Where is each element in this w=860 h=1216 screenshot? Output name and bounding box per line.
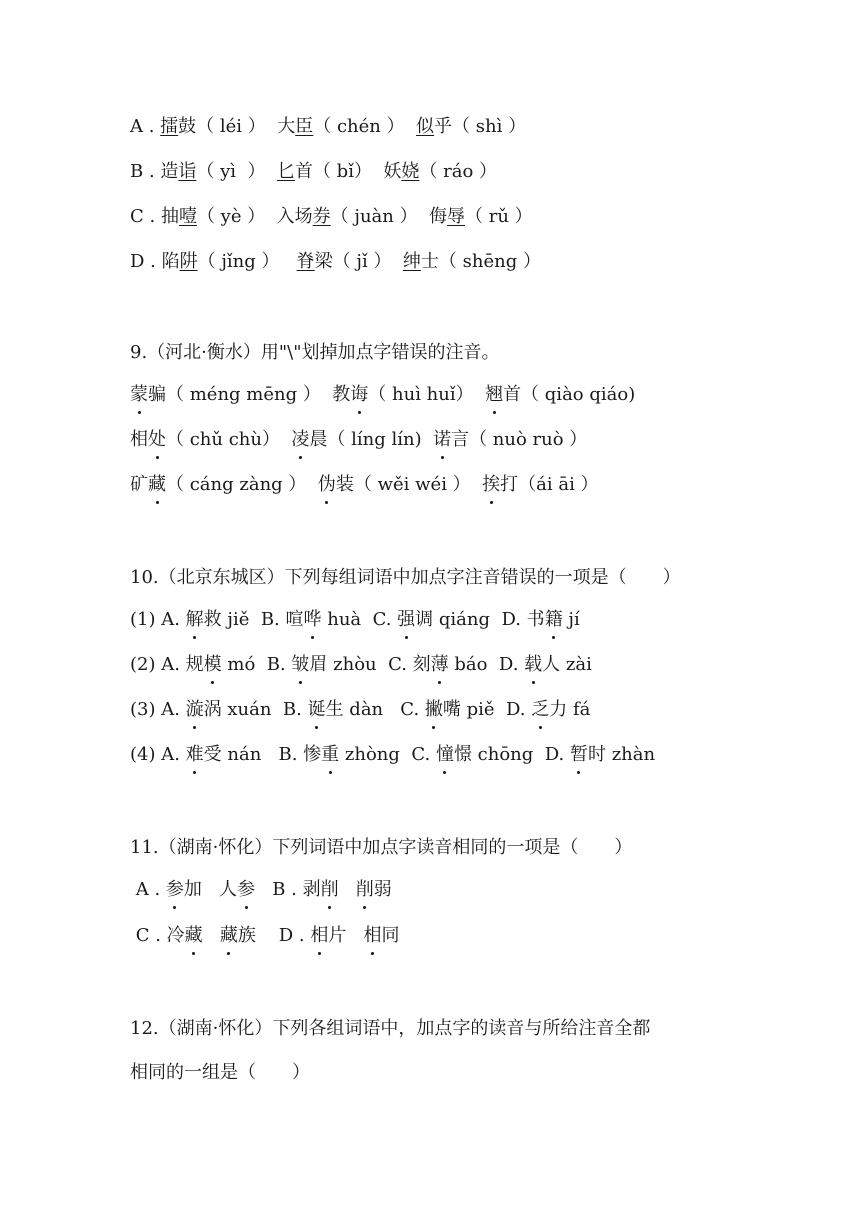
underlined-char: 擂: [160, 116, 179, 137]
text-segment: 救 jiě B. 喧: [203, 609, 304, 630]
text-segment: 同: [381, 925, 400, 946]
option-group: [130, 743, 655, 769]
dotted-char: 相: [310, 925, 329, 946]
underlined-char: 券: [312, 206, 331, 227]
dotted-char: 凌: [291, 429, 310, 450]
option-group: [130, 653, 592, 679]
option-a: [130, 115, 526, 141]
dotted-char: 参: [165, 879, 184, 900]
text-segment: 弱: [373, 879, 392, 900]
dotted-char: 藏: [148, 474, 166, 495]
underlined-char: 脊: [296, 251, 315, 272]
text-segment: zhòng C.: [339, 744, 436, 765]
text-segment: (2) A. 规: [130, 654, 204, 675]
text-segment: [339, 879, 356, 900]
underlined-char: 噎: [178, 206, 197, 227]
dotted-char: 薄: [430, 654, 449, 675]
text-segment: 乎（ shì ）: [434, 116, 527, 137]
text-segment: （ jǐng ）: [197, 251, 297, 272]
dotted-char: 蒙: [130, 384, 148, 405]
dotted-char: 解: [185, 609, 204, 630]
text-segment: （ juàn ） 侮: [330, 206, 448, 227]
text-segment: （ rǔ ）: [465, 206, 533, 227]
dotted-char: 载: [524, 654, 543, 675]
dotted-char: 哗: [303, 609, 322, 630]
underlined-char: 臣: [295, 116, 314, 137]
dotted-char: 翘: [485, 384, 504, 405]
dotted-char: 相: [363, 925, 382, 946]
option-row: [130, 878, 392, 904]
text-segment: 族 D .: [237, 925, 311, 946]
underlined-char: 诣: [178, 161, 197, 182]
dotted-char: 憧: [435, 744, 454, 765]
text-segment: 鼓（ léi ） 大: [178, 116, 296, 137]
text-segment: 首（ bǐ） 妖: [294, 161, 402, 182]
dotted-char: 藏: [184, 925, 203, 946]
text-segment: 片: [328, 925, 364, 946]
option-c: [130, 205, 533, 231]
text-segment: （ chǔ chù）: [166, 429, 292, 450]
question-stem: 11.（湖南·怀化）下列词语中加点字读音相同的一项是（ ）: [130, 837, 633, 858]
text-segment: 时 zhàn: [587, 744, 656, 765]
text-segment: B . 造: [130, 161, 179, 182]
text-segment: 骗（ méng mēng ） 教: [148, 384, 351, 405]
text-segment: A .: [130, 879, 166, 900]
text-segment: [203, 925, 220, 946]
text-segment: 力 fá: [549, 699, 591, 720]
dotted-char: 难: [185, 744, 204, 765]
underlined-char: 娆: [401, 161, 420, 182]
dotted-char: 强: [397, 609, 416, 630]
text-segment: （ huì huǐ）: [368, 384, 486, 405]
dotted-char: 籍: [544, 609, 563, 630]
dotted-char: 诺: [433, 429, 452, 450]
text-segment: 加 人: [183, 879, 238, 900]
text-segment: mó B.: [221, 654, 292, 675]
text-segment: 嘴 piě D.: [442, 699, 532, 720]
text-segment: 眉 zhòu C. 刻: [309, 654, 431, 675]
question-stem: 12.（湖南·怀化）下列各组词语中，加点字的读音与所给注音全都: [130, 1018, 651, 1039]
dotted-char: 暂: [569, 744, 588, 765]
text-segment: （ ráo ）: [419, 161, 498, 182]
text-segment: 打（ái āi ）: [500, 474, 599, 495]
underlined-char: 辱: [447, 206, 466, 227]
question-stem: 10.（北京东城区）下列每组词语中加点字注音错误的一项是（ ）: [130, 567, 681, 588]
dotted-char: 伪: [317, 474, 336, 495]
text-segment: 首（ qiào qiáo): [503, 384, 636, 405]
text-segment: A .: [130, 116, 161, 137]
text-segment: 言（ nuò ruò ）: [451, 429, 588, 450]
text-segment: 梁（ jǐ ）: [314, 251, 403, 272]
answer-line: [130, 473, 599, 499]
dotted-char: 诲: [350, 384, 369, 405]
dotted-char: 削: [320, 879, 339, 900]
text-segment: 憬 chōng D.: [453, 744, 570, 765]
text-segment: 涡 xuán B.: [203, 699, 308, 720]
text-segment: huà C.: [321, 609, 398, 630]
text-segment: (4) A.: [130, 744, 186, 765]
text-segment: 调 qiáng D. 书: [415, 609, 545, 630]
option-group: [130, 698, 590, 724]
dotted-char: 藏: [219, 925, 238, 946]
text-segment: 受 nán B. 惨: [203, 744, 322, 765]
dotted-char: 处: [148, 429, 166, 450]
text-segment: 士（ shēng ）: [420, 251, 541, 272]
text-segment: C . 冷: [130, 925, 185, 946]
answer-line: [130, 383, 635, 409]
text-segment: jí: [562, 609, 580, 630]
option-d: [130, 250, 541, 276]
dotted-char: 参: [237, 879, 256, 900]
underlined-char: 阱: [179, 251, 198, 272]
answer-line: [130, 428, 587, 454]
text-segment: （ chén ）: [313, 116, 417, 137]
text-segment: D . 陷: [130, 251, 180, 272]
dotted-char: 模: [203, 654, 222, 675]
text-segment: 生 dàn C.: [325, 699, 425, 720]
dotted-char: 漩: [185, 699, 204, 720]
question-stem: 9.（河北·衡水）用"\"划掉加点字错误的注音。: [130, 342, 500, 363]
text-segment: 装（ wěi wéi ）: [335, 474, 483, 495]
dotted-char: 诞: [307, 699, 326, 720]
question-stem-continued: 相同的一组是（ ）: [130, 1062, 310, 1083]
text-segment: C . 抽: [130, 206, 179, 227]
text-segment: 相: [130, 429, 148, 450]
option-b: [130, 160, 497, 186]
option-row: [130, 924, 400, 950]
text-segment: （ yè ） 入场: [196, 206, 313, 227]
text-segment: 矿: [130, 474, 148, 495]
text-segment: báo D.: [448, 654, 525, 675]
dotted-char: 皱: [291, 654, 310, 675]
text-segment: 人 zài: [542, 654, 592, 675]
underlined-char: 似: [416, 116, 435, 137]
dotted-char: 撇: [424, 699, 443, 720]
text-segment: (3) A.: [130, 699, 186, 720]
dotted-char: 乏: [531, 699, 550, 720]
dotted-char: 挨: [482, 474, 501, 495]
text-segment: (1) A.: [130, 609, 186, 630]
text-segment: B . 剥: [255, 879, 321, 900]
dotted-char: 削: [355, 879, 374, 900]
dotted-char: 重: [321, 744, 340, 765]
underlined-char: 绅: [402, 251, 421, 272]
option-group: [130, 608, 580, 634]
text-segment: （ yì ）: [196, 161, 277, 182]
underlined-char: 匕: [276, 161, 295, 182]
text-segment: （ cáng zàng ）: [166, 474, 318, 495]
text-segment: 晨（ líng lín): [309, 429, 434, 450]
